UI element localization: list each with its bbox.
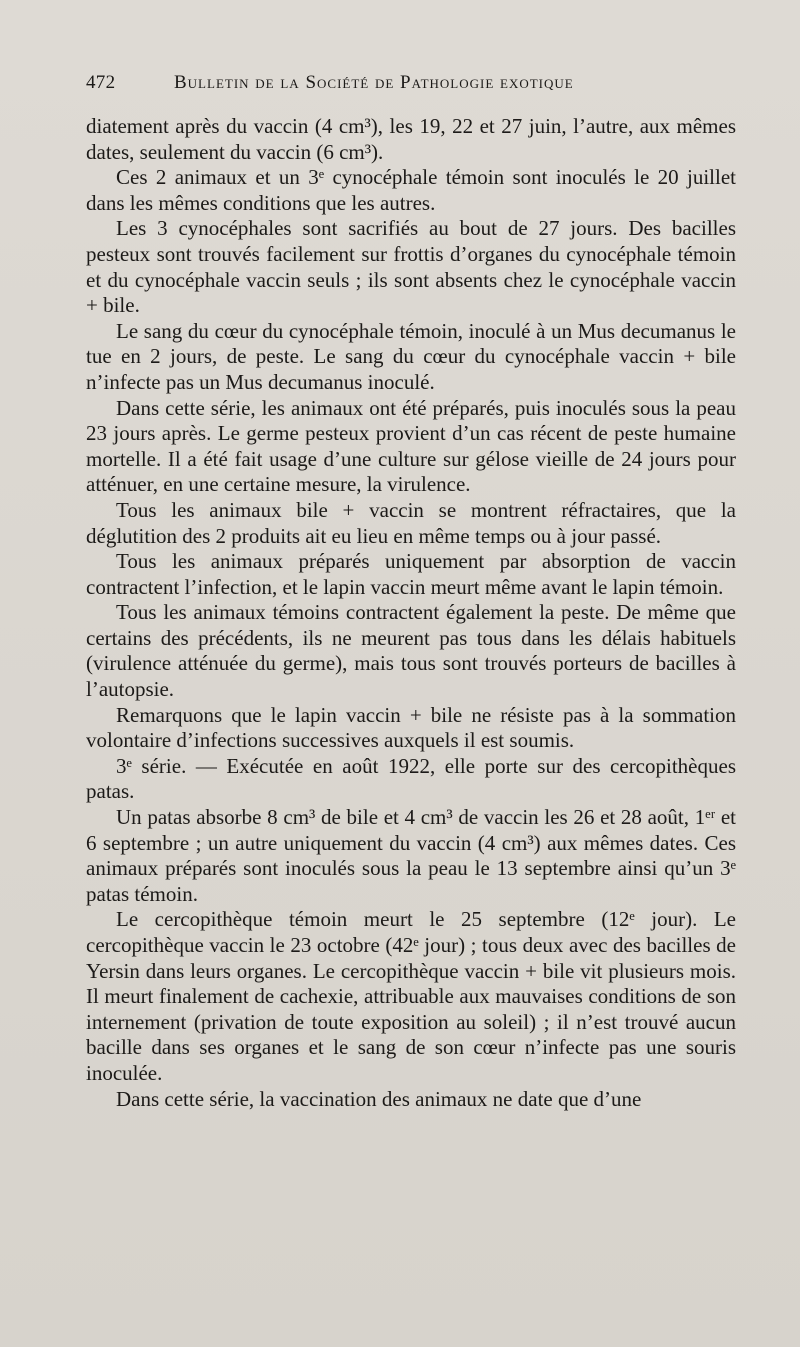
paragraph: Les 3 cynocéphales sont sacrifiés au bout de 27 jours. Des bacilles pesteux sont trouvés facilement sur frottis d’organes du cynocéphale témoin et du cynocéphale vaccin seuls ; ils sont absents chez le cynocéphale vaccin + bile. <box>86 216 736 318</box>
paragraph: Un patas absorbe 8 cm³ de bile et 4 cm³ de vaccin les 26 et 28 août, 1ᵉʳ et 6 septembre ; un autre uniquement du vaccin (4 cm³) aux mêmes dates. Ces animaux préparés sont inoculés sous la peau le 13 septembre ainsi qu’un 3ᵉ patas témoin. <box>86 805 736 906</box>
page-header <box>86 72 736 98</box>
body-text <box>86 114 736 1112</box>
page-number: 472 <box>86 72 116 93</box>
running-title: Bulletin de la Société de Pathologie exotique <box>174 72 574 93</box>
paragraph: Ces 2 animaux et un 3ᵉ cynocéphale témoin sont inoculés le 20 juillet dans les mêmes conditions que les autres. <box>86 165 736 215</box>
paragraph: Tous les animaux préparés uniquement par absorption de vaccin contractent l’infection, et le lapin vaccin meurt même avant le lapin témoin. <box>86 549 736 599</box>
paragraph: diatement après du vaccin (4 cm³), les 19, 22 et 27 juin, l’autre, aux mêmes dates, seulement du vaccin (6 cm³). <box>86 114 736 164</box>
paragraph: Le sang du cœur du cynocéphale témoin, inoculé à un Mus decumanus le tue en 2 jours, de peste. Le sang du cœur du cynocéphale vaccin + bile n’infecte pas un Mus decumanus inoculé. <box>86 318 736 394</box>
paragraph: Dans cette série, la vaccination des animaux ne date que d’une <box>116 1086 642 1111</box>
section-heading-paragraph: 3ᵉ série. — Exécutée en août 1922, elle porte sur des cercopithèques patas. <box>86 753 736 804</box>
paragraph: Dans cette série, les animaux ont été préparés, puis inoculés sous la peau 23 jours après. Le germe pesteux provient d’un cas récent de peste humaine mortelle. Il a été fait usage d’une culture sur gélose vieille de 24 jours pour atténuer, en une certaine mesure, la virulence. <box>86 395 736 497</box>
paragraph: Tous les animaux bile + vaccin se montrent réfractaires, que la déglutition des 2 produits ait eu lieu en même temps ou à jour passé. <box>86 497 736 548</box>
paragraph: Tous les animaux témoins contractent également la peste. De même que certains des précédents, ils ne meurent pas tous dans les délais habituels (virulence atténuée du germe), mais tous sont trouvés porteurs de bacilles à l’autopsie. <box>86 600 736 702</box>
paragraph: Le cercopithèque témoin meurt le 25 septembre (12ᵉ jour). Le cercopithèque vaccin le 23 octobre (42ᵉ jour) ; tous deux avec des bacilles de Yersin dans leurs organes. Le cercopithèque vaccin + bile vit plusieurs mois. Il meurt finalement de cachexie, attribuable aux mauvaises conditions de son internement (privation de toute exposition au soleil) ; il n’est trouvé aucun bacille dans ses organes et le sang de son cœur n’infecte pas une souris inoculée. <box>86 907 736 1085</box>
paragraph: Remarquons que le lapin vaccin + bile ne résiste pas à la sommation volontaire d’infections successives auxquels il est soumis. <box>86 702 736 753</box>
